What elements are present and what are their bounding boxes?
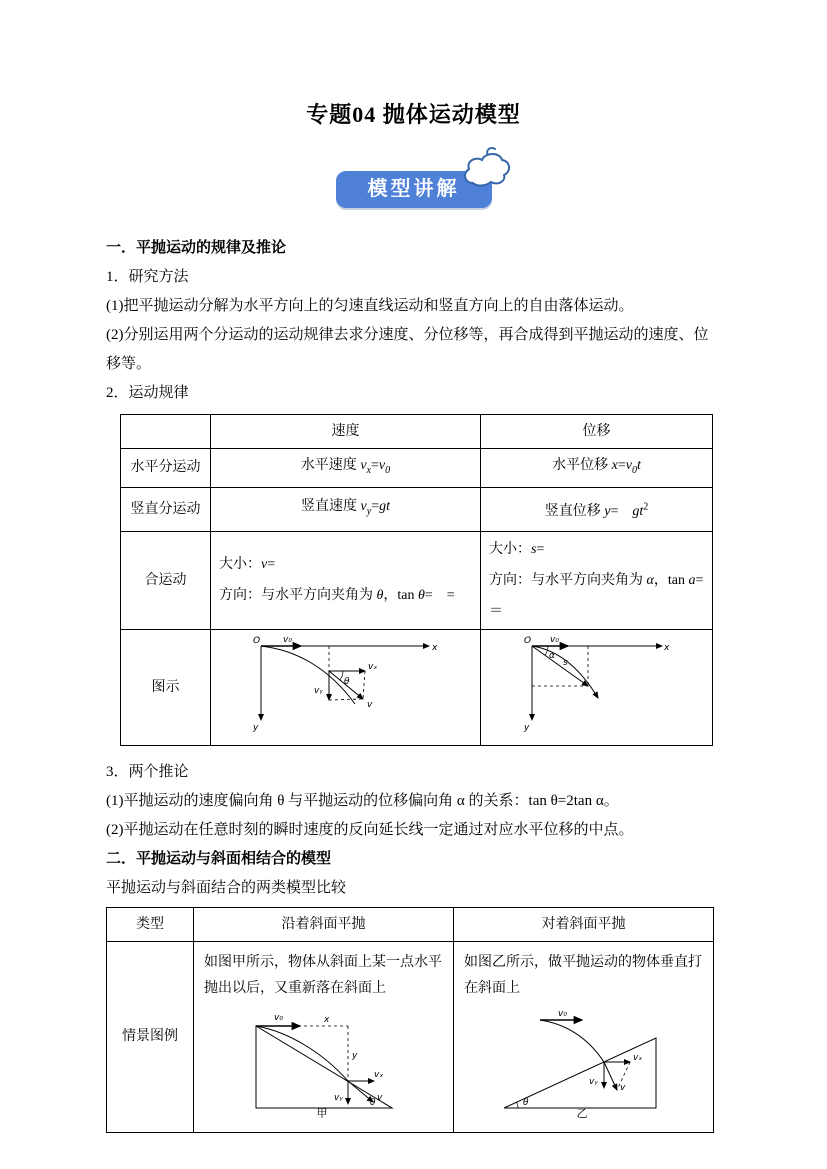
law-title: 2．运动规律 xyxy=(106,385,189,401)
label-v: v xyxy=(366,699,372,710)
label-v0: v₀ xyxy=(549,634,559,645)
table-row xyxy=(121,629,713,745)
vertical-displacement-formula: 竖直位移 y= $gt^2$ xyxy=(544,501,649,520)
label-y-axis: y xyxy=(523,722,529,732)
label-y-axis: y xyxy=(252,722,258,732)
label-vx: vₓ xyxy=(632,1052,642,1063)
horizontal-displacement-cell xyxy=(481,449,713,488)
horizontal-speed-formula: 水平速度 $v_x=v_0$ xyxy=(300,458,391,476)
figure-label-jia: 甲 xyxy=(316,1107,327,1118)
label-theta: θ xyxy=(522,1097,529,1108)
row-label-scene: 情景图例 xyxy=(107,941,194,1132)
model-banner-label: 模型讲解 xyxy=(336,171,492,208)
label-y: y xyxy=(351,1050,357,1061)
table-header-row xyxy=(121,415,713,449)
row-label-diagram: 图示 xyxy=(121,629,211,745)
toward-incline-figure xyxy=(464,1006,703,1128)
label-origin: O xyxy=(523,635,531,646)
label-x: x xyxy=(323,1014,329,1025)
corollary-p2: (2)平抛运动在任意时刻的瞬时速度的反向延长线一定通过对应水平位移的中点。 xyxy=(106,821,634,838)
along-incline-text: 如图甲所示，物体从斜面上某一点水平抛出以后，又重新落在斜面上 xyxy=(204,954,442,996)
along-incline-cell xyxy=(194,941,454,1132)
motion-law-table xyxy=(120,414,718,746)
label-alpha: α xyxy=(548,650,555,661)
displacement-diagram-cell xyxy=(481,629,713,745)
table-row xyxy=(121,449,713,488)
velocity-diagram-cell xyxy=(211,629,481,745)
resultant-speed-size: 大小：v= xyxy=(219,557,276,573)
label-vy: vᵧ xyxy=(333,1092,343,1103)
section2-heading: 二．平抛运动与斜面相结合的模型 xyxy=(106,850,332,867)
cloud-icon xyxy=(458,147,512,195)
incline-model-table xyxy=(106,907,714,1133)
resultant-displacement-direction: 方向：与水平方向夹角为 α，tan a= ＝ xyxy=(489,572,718,619)
toward-incline-header: 对着斜面平抛 xyxy=(454,907,714,941)
type-column-header: 类型 xyxy=(107,907,194,941)
corollary-title: 3．两个推论 xyxy=(106,763,189,780)
resultant-displacement-cell xyxy=(481,531,718,629)
table-header-row xyxy=(107,907,714,941)
label-vy: vᵧ xyxy=(313,685,323,696)
label-v0: v₀ xyxy=(273,1012,283,1023)
resultant-speed-direction: 方向：与水平方向夹角为 θ，tan θ= = xyxy=(219,588,455,604)
section1-heading: 一．平抛运动的规律及推论 xyxy=(106,240,287,256)
incline-perpendicular-diagram xyxy=(484,1006,684,1118)
along-incline-header: 沿着斜面平抛 xyxy=(194,907,454,941)
toward-incline-text: 如图乙所示，做平抛运动的物体垂直打在斜面上 xyxy=(464,954,702,996)
label-x-axis: x xyxy=(663,642,669,653)
label-vy: vᵧ xyxy=(588,1076,598,1087)
row-label-vertical: 竖直分运动 xyxy=(121,487,211,531)
label-vx: vₓ xyxy=(367,661,377,672)
vertical-displacement-cell xyxy=(481,487,713,531)
label-origin: O xyxy=(252,635,260,646)
velocity-diagram xyxy=(251,632,441,732)
vertical-speed-cell xyxy=(211,487,481,531)
incline-along-diagram xyxy=(224,1006,424,1118)
corner-cell xyxy=(121,415,211,449)
displacement-diagram xyxy=(522,632,672,732)
label-v: v xyxy=(619,1082,625,1093)
figure-label-yi: 乙 xyxy=(576,1107,587,1118)
label-v: v xyxy=(376,1092,382,1103)
vertical-speed-formula: 竖直速度 $v_y=gt$ xyxy=(301,499,390,518)
model-banner xyxy=(336,171,492,208)
label-v0: v₀ xyxy=(282,634,292,645)
label-theta: θ xyxy=(343,676,350,687)
displacement-column-header: 位移 xyxy=(481,415,713,449)
speed-column-header: 速度 xyxy=(211,415,481,449)
toward-incline-cell xyxy=(454,941,714,1132)
label-vx: vₓ xyxy=(373,1069,383,1080)
table-row xyxy=(121,487,713,531)
label-v0: v₀ xyxy=(557,1008,567,1019)
row-label-resultant: 合运动 xyxy=(121,531,211,629)
horizontal-speed-cell xyxy=(211,449,481,488)
along-incline-figure xyxy=(204,1006,443,1128)
document-body xyxy=(106,234,721,1133)
label-theta: θ xyxy=(369,1097,376,1108)
resultant-displacement-size: 大小：s= xyxy=(489,541,545,557)
horizontal-displacement-formula: 水平位移 $x=v_0t$ xyxy=(552,458,641,476)
table-row xyxy=(121,531,713,629)
row-label-horizontal: 水平分运动 xyxy=(121,449,211,488)
table-row xyxy=(107,941,714,1132)
resultant-speed-cell xyxy=(211,531,481,629)
method-p1: (1)把平抛运动分解为水平方向上的匀速直线运动和竖直方向上的自由落体运动。 xyxy=(106,298,634,314)
page-title: 专题04 抛体运动模型 xyxy=(306,102,521,127)
label-x-axis: x xyxy=(431,642,437,653)
method-title: 1．研究方法 xyxy=(106,269,189,285)
section2-intro: 平抛运动与斜面结合的两类模型比较 xyxy=(106,879,347,896)
label-s: s xyxy=(562,657,568,668)
method-p2: (2)分别运用两个分运动的运动规律去求分速度、分位移等，再合成得到平抛运动的速度、位移等。 xyxy=(106,327,709,372)
corollary-p1: (1)平抛运动的速度偏向角 θ 与平抛运动的位移偏向角 α 的关系：tan θ=2tan α。 xyxy=(106,792,619,809)
